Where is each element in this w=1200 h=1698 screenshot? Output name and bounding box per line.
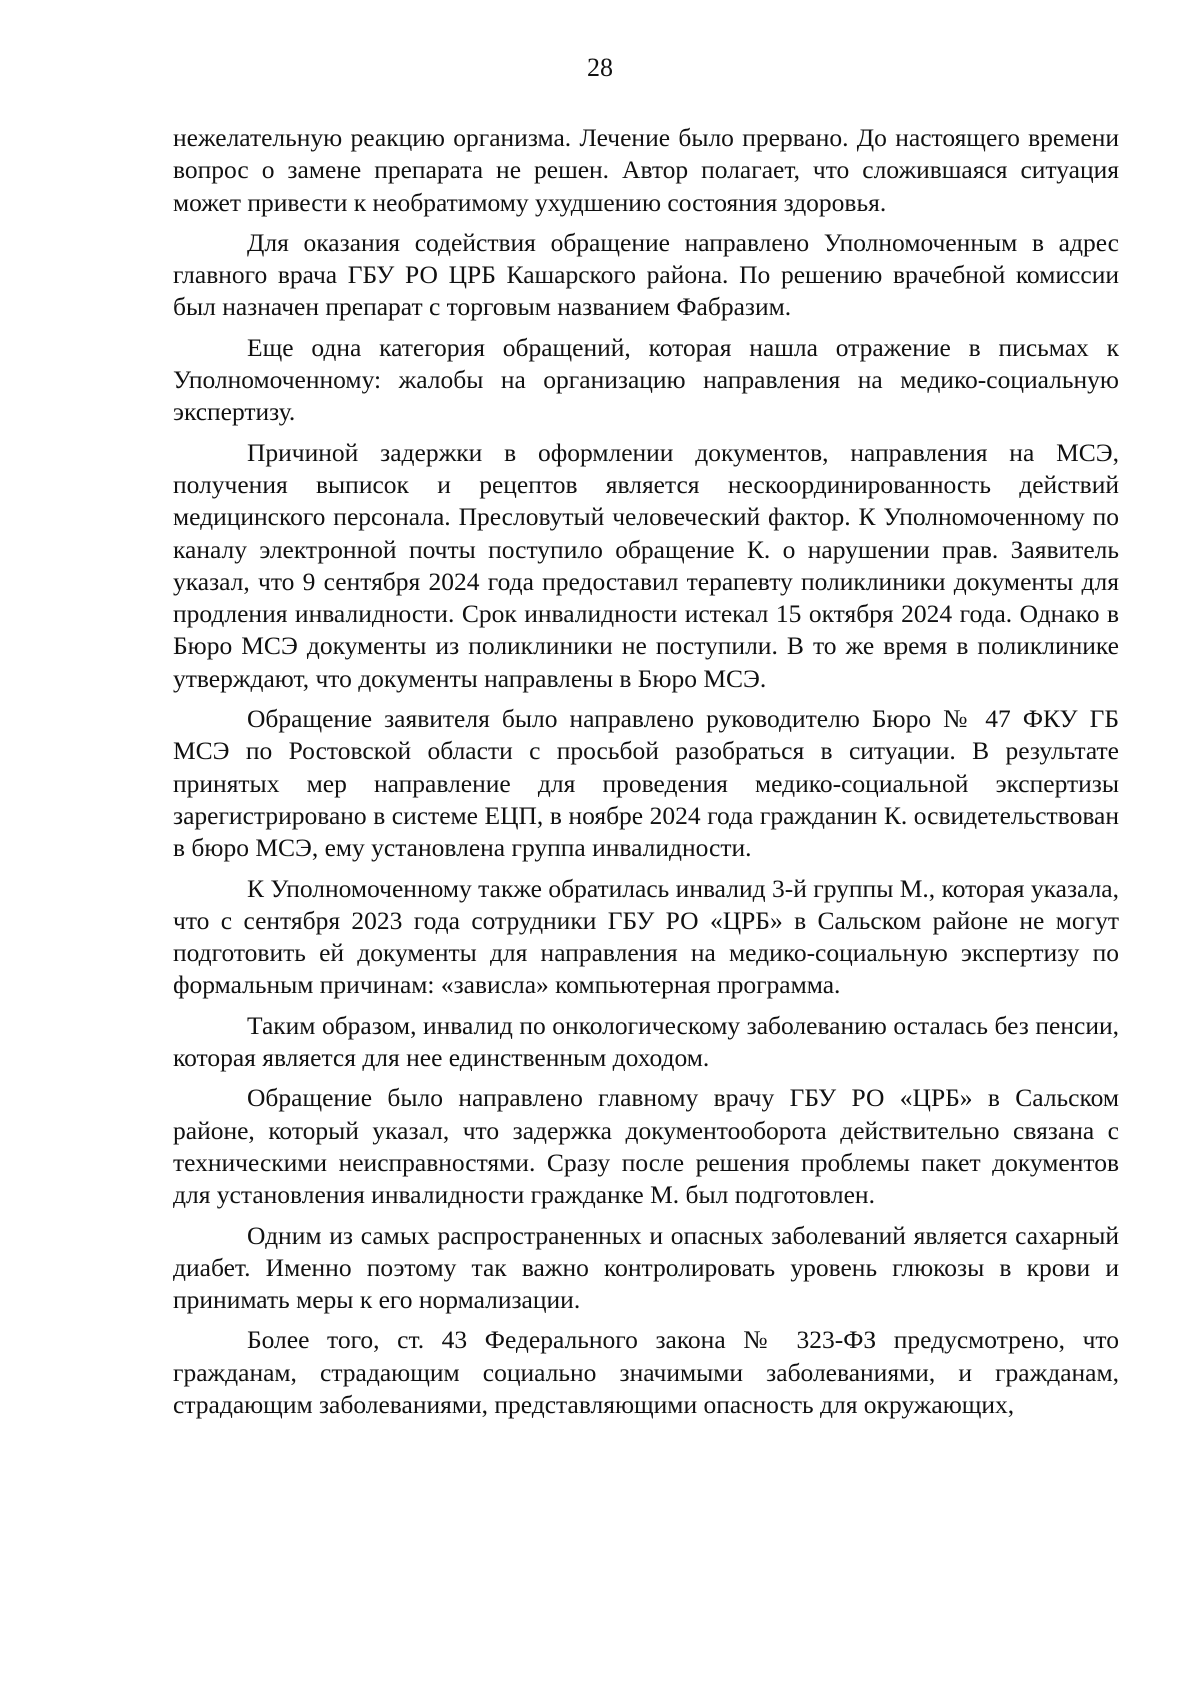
paragraph-2: Для оказания содействия обращение направлено Уполномоченным в адрес главного врача ГБУ РО ЦРБ Кашарского района. По решению врачебной комиссии был назначен препарат с торговым названием Фабразим. <box>173 227 1119 322</box>
paragraph-7: Таким образом, инвалид по онкологическому заболеванию осталась без пенсии, которая является для нее единственным доходом. <box>173 1010 1119 1073</box>
paragraph-1: нежелательную реакцию организма. Лечение было прервано. До настоящего времени вопрос о замене препарата не решен. Автор полагает, что сложившаяся ситуация может привести к необратимому ухудшению состояния здоровья. <box>173 123 1119 217</box>
document-body <box>173 122 1119 1429</box>
paragraph-9: Одним из самых распространенных и опасных заболеваний является сахарный диабет. Именно поэтому так важно контролировать уровень глюкозы в крови и принимать меры к его нормализации. <box>173 1220 1119 1315</box>
paragraph-4: Причиной задержки в оформлении документов, направления на МСЭ, получения выписок и рецептов является нескоординированность действий медицинского персонала. Пресловутый человеческий фактор. К Уполномоченному по каналу электронной почты поступило обращение К. о нарушении прав. Заявитель указал, что 9 сентября 2024 года предоставил терапевту поликлиники документы для продления инвалидности. Срок инвалидности истекал 15 октября 2024 года. Однако в Бюро МСЭ документы из поликлиники не поступили. В то же время в поликлинике утверждают, что документы направлены в Бюро МСЭ. <box>173 437 1119 693</box>
page-number: 28 <box>587 53 613 82</box>
paragraph-5: Обращение заявителя было направлено руководителю Бюро № 47 ФКУ ГБ МСЭ по Ростовской области с просьбой разобраться в ситуации. В результате принятых мер направление для проведения медико-социальной экспертизы зарегистрировано в системе ЕЦП, в ноябре 2024 года гражданин К. освидетельствован в бюро МСЭ, ему установлена группа инвалидности. <box>173 704 1119 863</box>
paragraph-10: Более того, ст. 43 Федерального закона № 323-ФЗ предусмотрено, что гражданам, страдающим социально значимыми заболеваниями, и гражданам, страдающим заболеваниями, представляющими опасность для окружающих, <box>173 1325 1119 1419</box>
paragraph-3: Еще одна категория обращений, которая нашла отражение в письмах к Уполномоченному: жалобы на организацию направления на медико-социальную экспертизу. <box>173 332 1119 427</box>
paragraph-8: Обращение было направлено главному врачу ГБУ РО «ЦРБ» в Сальском районе, который указал, что задержка документооборота действительно связана с техническими неисправностями. Сразу после решения проблемы пакет документов для установления инвалидности гражданке М. был подготовлен. <box>173 1083 1119 1210</box>
paragraph-6: К Уполномоченному также обратилась инвалид 3-й группы М., которая указала, что с сентября 2023 года сотрудники ГБУ РО «ЦРБ» в Сальском районе не могут подготовить ей документы для направления на медико-социальную экспертизу по формальным причинам: «зависла» компьютерная программа. <box>173 873 1119 1000</box>
